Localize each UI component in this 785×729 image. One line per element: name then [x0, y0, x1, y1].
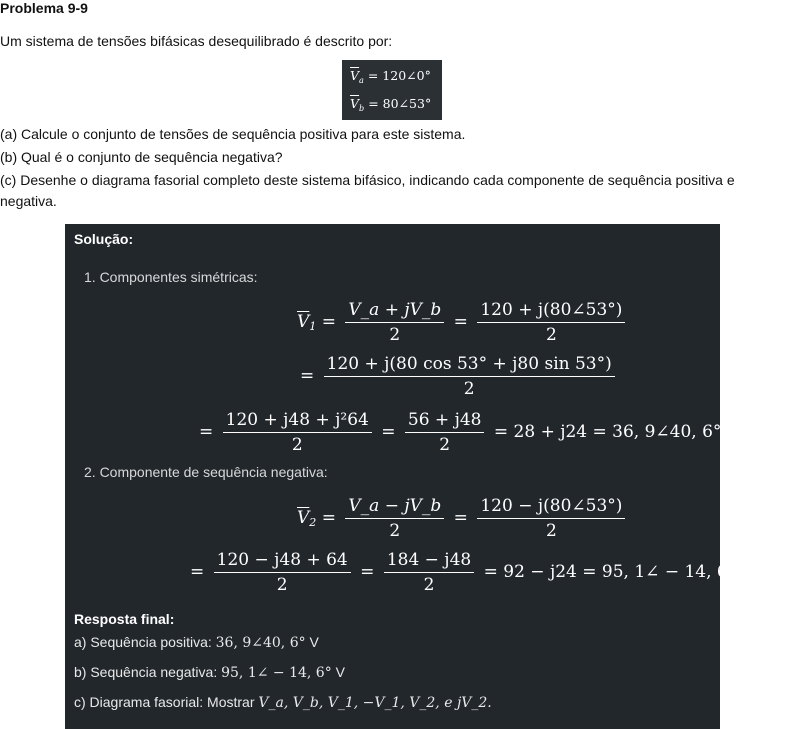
question-c-line2: negativa. [0, 193, 57, 209]
step-2-label: 2. Componente de sequência negativa: [84, 464, 328, 480]
intro-text: Um sistema de tensões bifásicas desequilibrado é descrito por: [0, 33, 393, 49]
final-answer-heading: Resposta final: [74, 611, 175, 627]
step-1-label: 1. Componentes simétricas: [84, 269, 258, 285]
solution-heading: Solução: [74, 231, 134, 247]
equation-v1-definition: $\overline{V}_1$ = $\frac{V\_a + jV\_b}{2}$ = $\frac{120 + j(80\angle 53^\circ)}{2}$ [297, 300, 629, 345]
given-va: $\overline{V}_a$ = 120∠0° [350, 68, 431, 85]
question-b: (b) Qual é o conjunto de sequência negativa? [0, 149, 283, 165]
solution-panel [65, 224, 754, 729]
equation-v2-result: = $\frac{120 - j48 + 64}{2}$ = $\frac{184 - j48}{2}$ = 92 − j24 = 95, 1∠ − 14, 6° V [190, 550, 754, 595]
problem-title: Problema 9-9 [0, 0, 88, 16]
question-c-line1: (c) Desenhe o diagrama fasorial completo deste sistema bifásico, indicando cada componente de sequência positiva e [0, 172, 735, 188]
answer-a: a) Sequência positiva: 36, 9∠40, 6° V [74, 634, 319, 651]
answer-b: b) Sequência negativa: 95, 1∠ − 14, 6° V [74, 664, 345, 681]
equation-v1-expansion: = $\frac{120 + j(80 \cos 53^\circ + j80 \sin 53^\circ)}{2}$ [300, 354, 619, 399]
answer-c: c) Diagrama fasorial: Mostrar V_a, V_b, V_1, −V_1, V_2, e jV_2. [74, 694, 492, 711]
question-a: (a) Calcule o conjunto de tensões de sequência positiva para este sistema. [0, 126, 466, 142]
given-vb: $\overline{V}_b$ = 80∠53° [350, 96, 432, 113]
equation-v2-definition: $\overline{V}_2$ = $\frac{V\_a - jV\_b}{2}$ = $\frac{120 - j(80\angle 53^\circ)}{2}$ [297, 496, 629, 541]
given-equations-box [342, 60, 442, 120]
equation-v1-result: = $\frac{\text{120 + j48 + j²64}}{2}$ = $\frac{56 + j48}{2}$ = 28 + j24 = 36, 9∠40, 6° V [199, 410, 740, 455]
